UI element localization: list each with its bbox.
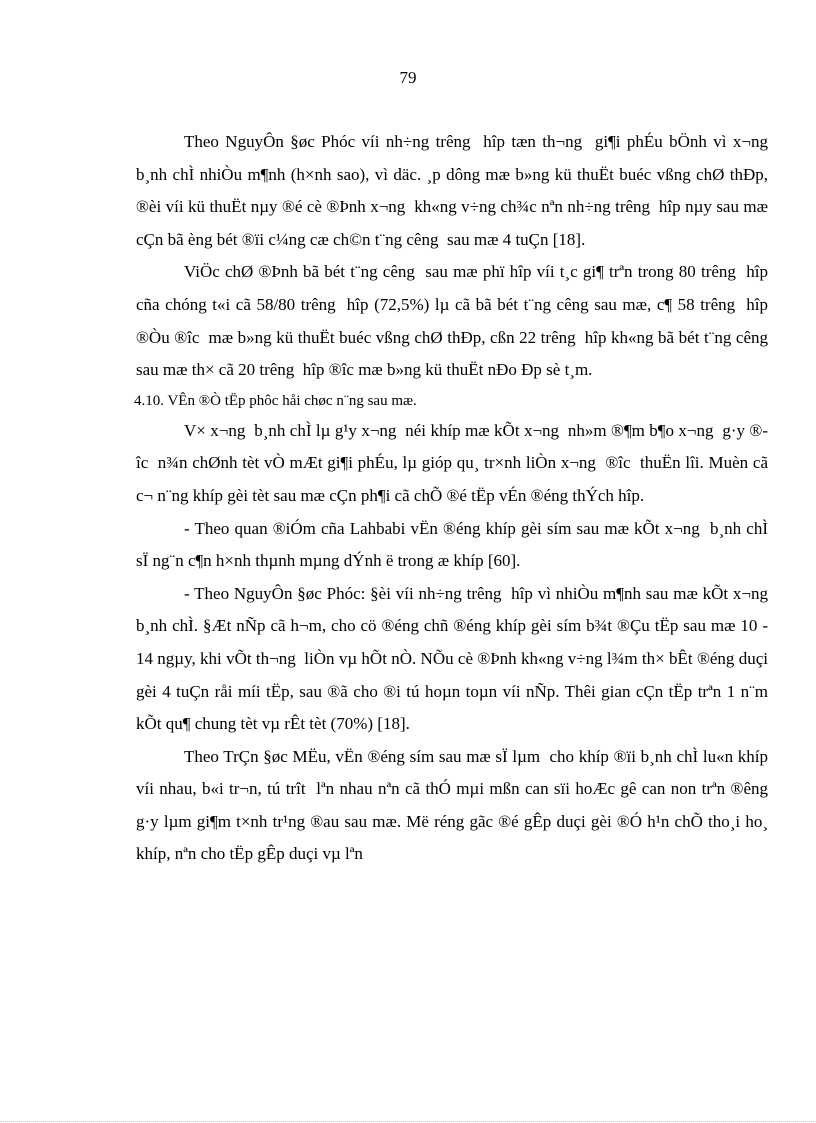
paragraph: ViÖc chØ ®Þnh bã bét t¨ng cêng sau mæ phï hîp víi t¸c gi¶ trªn trong 80 trêng hîp cña chóng t«i cã 58/80 trêng hîp (72,5%) lµ cã bã bét t¨ng cêng sau mæ, c¶ 58 trêng hîp ®Òu ®îc mæ b»ng kü thuËt buéc vßng chØ thÐp, cßn 22 trêng hîp kh«ng bã bét t¨ng cêng sau mæ th× cã 20 trêng hîp ®îc mæ b»ng kü thuËt nÐo Ðp sè t¸m. [136, 262, 777, 380]
section-heading: 4.10. VÊn ®Ò tËp phôc håi chøc n¨ng sau mæ. [134, 392, 417, 409]
page-bottom-border [0, 1121, 816, 1122]
paragraph: - Theo quan ®iÓm cña Lahbabi vËn ®éng khíp gèi sím sau mæ kÕt x¬ng b¸nh chÌ sÏ ng¨n c¶n h×nh thµnh mµng dÝnh ë trong æ khíp [60]. [136, 518, 773, 571]
page-number: 79 [399, 68, 417, 87]
paragraph: Theo NguyÔn §øc Phóc víi nh÷ng trêng hîp tæn th¬ng gi¶i phÉu bÖnh vì x¬ng b¸nh chÌ nhiÒu m¶nh (h×nh sao), vì däc. ¸p dông mæ b»ng kü thuËt buéc vßng chØ thÐp, ®èi víi kü thuËt nµy ®é cè ®Þnh x¬ng kh«ng v÷ng ch¾c nªn nh÷ng trêng hîp nµy sau mæ cÇn bã èng bét ®ïi c¼ng cæ ch©n t¨ng cêng sau mæ 4 tuÇn [18]. [136, 132, 777, 249]
paragraph: - Theo NguyÔn §øc Phóc: §èi víi nh÷ng trêng hîp vì nhiÒu m¶nh sau mæ kÕt x¬ng b¸nh chÌ. §Æt nÑp cã h¬m, cho cö ®éng chñ ®éng khíp gèi sím b¾t ®Çu tËp sau mæ 10 - 14 ngµy, khi vÕt th¬ng liÒn vµ hÕt nÒ. NÕu cè ®Þnh kh«ng v÷ng l¾m th× bÊt ®éng duçi gèi 4 tuÇn råi míi tËp, sau ®ã cho ®i tú hoµn toµn víi nÑp. Thêi gian cÇn tËp trªn 1 n¨m kÕt qu¶ chung tèt vµ rÊt tèt (70%) [18]. [136, 583, 777, 734]
paragraph: V× x¬ng b¸nh chÌ lµ g¹y x¬ng néi khíp mæ kÕt x¬ng nh»m ®¶m b¶o x¬ng g·y ®îc n¾n chØnh tèt vÒ mÆt gi¶i phÉu, lµ gióp qu¸ tr×nh liÒn x¬ng ®îc thuËn lîi. Muèn cã c¬ n¨ng khíp gèi tèt sau mæ cÇn ph¶i cã chÕ ®é tËp vÉn ®éng thÝch hîp. [136, 420, 773, 505]
paragraph: Theo TrÇn §øc MËu, vËn ®éng sím sau mæ sÏ lµm cho khíp ®ïi b¸nh chÌ lu«n khíp víi nhau, b«i tr¬n, tú trît lªn nhau nªn cã thÓ mµi mßn can sïi hoÆc gê can non trªn ®êng g·y lµm gi¶m t×nh tr¹ng ®au sau mæ. Më réng gãc ®é gÊp duçi gèi ®Ó h¹n chÕ tho¸i ho¸ khíp, nªn cho tËp gÊp duçi vµ lªn [136, 746, 777, 864]
document-body [134, 126, 777, 871]
